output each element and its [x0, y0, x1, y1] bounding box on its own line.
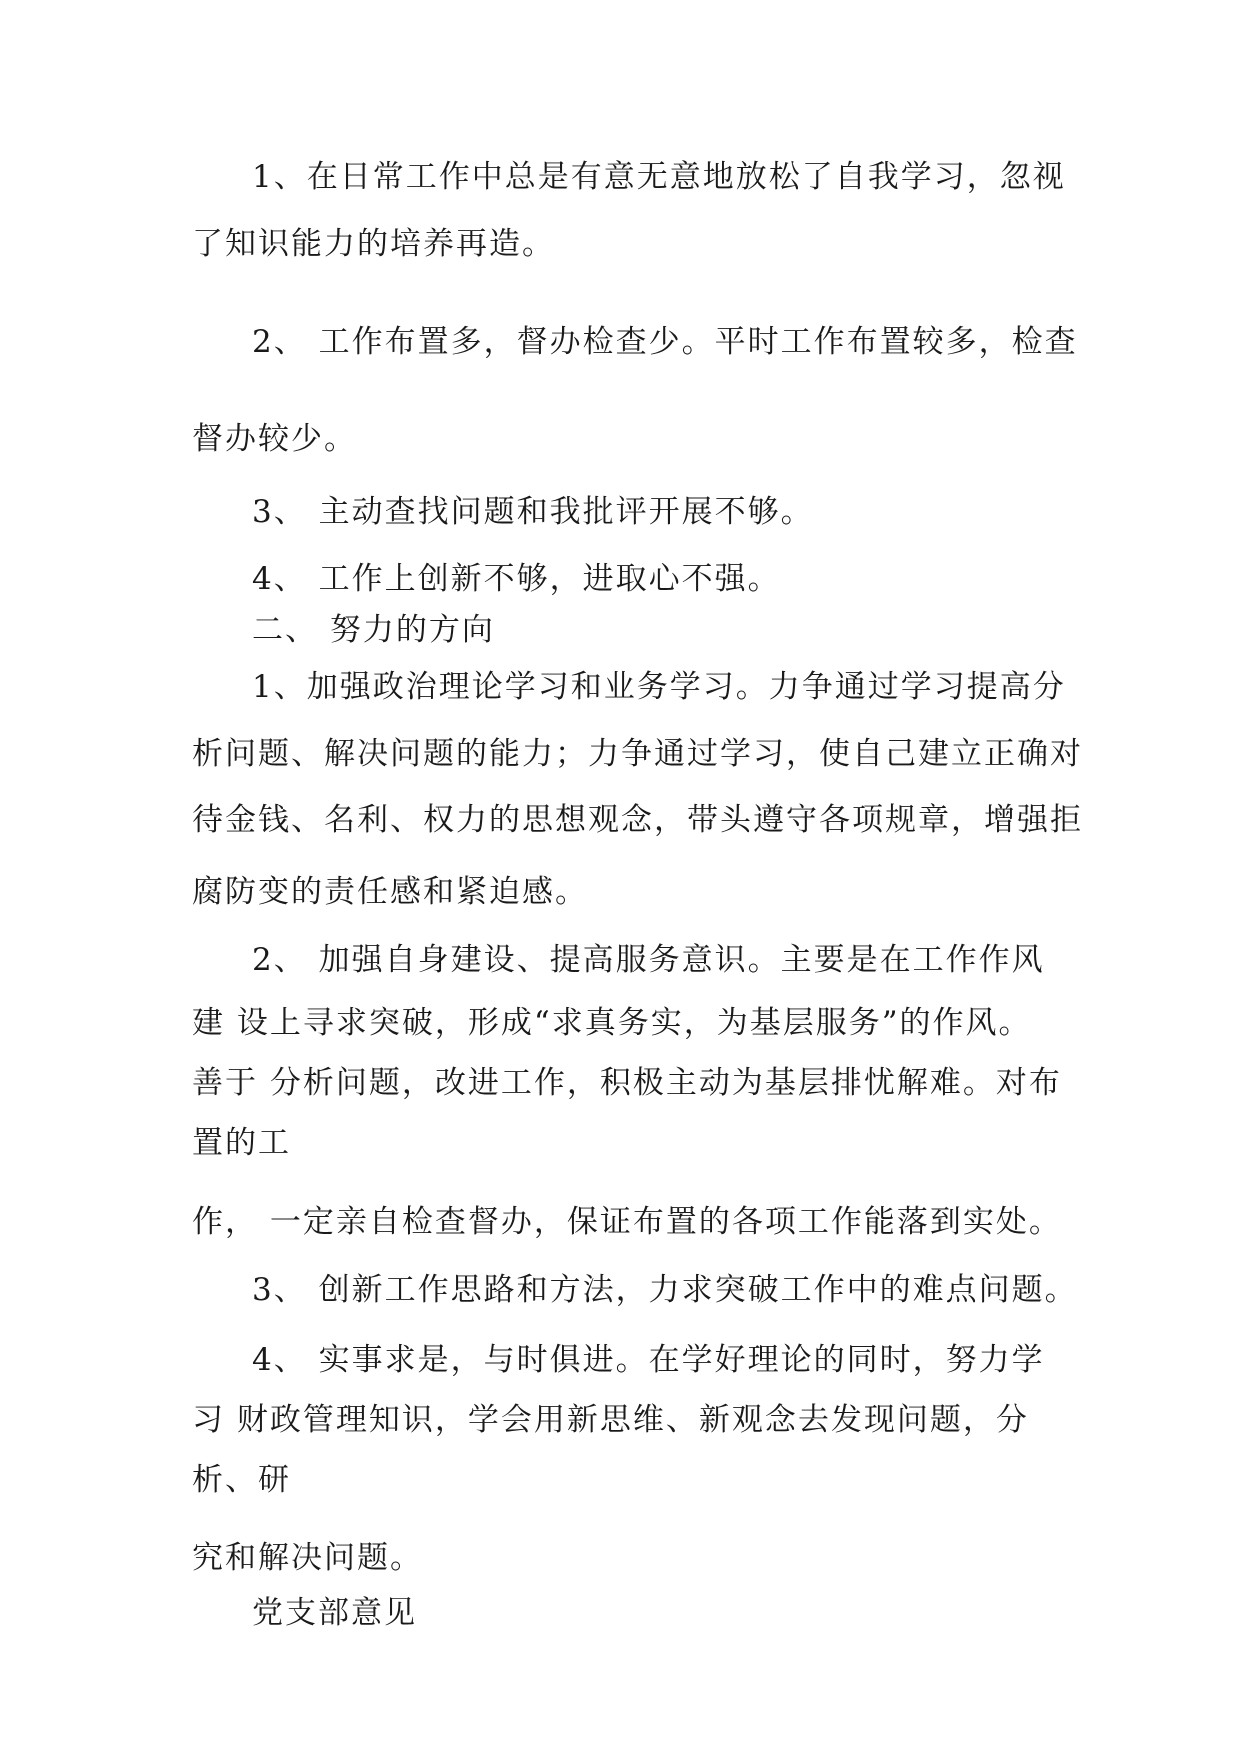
direction-4-line-3: 析、研 [192, 1462, 291, 1498]
direction-4-line-1: 4、 实事求是，与时俱进。在学好理论的同时，努力学 [252, 1342, 1045, 1378]
direction-1-line-2: 析问题、解决问题的能力；力争通过学习，使自己建立正确对 [192, 736, 1083, 772]
direction-2-line-3: 善于 分析问题，改进工作，积极主动为基层排忧解难。对布 [192, 1065, 1062, 1101]
problem-2-line-2: 督办较少。 [192, 421, 357, 457]
problem-2-line-1: 2、 工作布置多，督办检查少。平时工作布置较多，检查 [252, 324, 1078, 360]
direction-2-line-1: 2、 加强自身建设、提高服务意识。主要是在工作作风 [252, 942, 1045, 978]
direction-3: 3、 创新工作思路和方法，力求突破工作中的难点问题。 [252, 1272, 1078, 1308]
problem-1-line-1: 1、在日常工作中总是有意无意地放松了自我学习，忽视 [252, 159, 1066, 195]
direction-2-line-4: 置的工 [192, 1125, 291, 1161]
section-heading-direction: 二、 努力的方向 [252, 612, 495, 648]
problem-3: 3、 主动查找问题和我批评开展不够。 [252, 494, 814, 530]
direction-1-line-3: 待金钱、名利、权力的思想观念，带头遵守各项规章，增强拒 [192, 802, 1083, 838]
direction-1-line-4: 腐防变的责任感和紧迫感。 [192, 874, 588, 910]
problem-4: 4、 工作上创新不够，进取心不强。 [252, 561, 781, 597]
direction-4-line-4: 究和解决问题。 [192, 1540, 423, 1576]
direction-1-line-1: 1、加强政治理论学习和业务学习。力争通过学习提高分 [252, 669, 1066, 705]
party-branch-opinion-label: 党支部意见 [252, 1595, 417, 1631]
direction-2-line-5: 作， 一定亲自检查督办，保证布置的各项工作能落到实处。 [192, 1204, 1062, 1240]
direction-4-line-2: 习 财政管理知识，学会用新思维、新观念去发现问题，分 [192, 1402, 1029, 1438]
direction-2-line-2: 建 设上寻求突破，形成“求真务实，为基层服务”的作风。 [192, 1005, 1032, 1041]
problem-1-line-2: 了知识能力的培养再造。 [192, 226, 555, 262]
